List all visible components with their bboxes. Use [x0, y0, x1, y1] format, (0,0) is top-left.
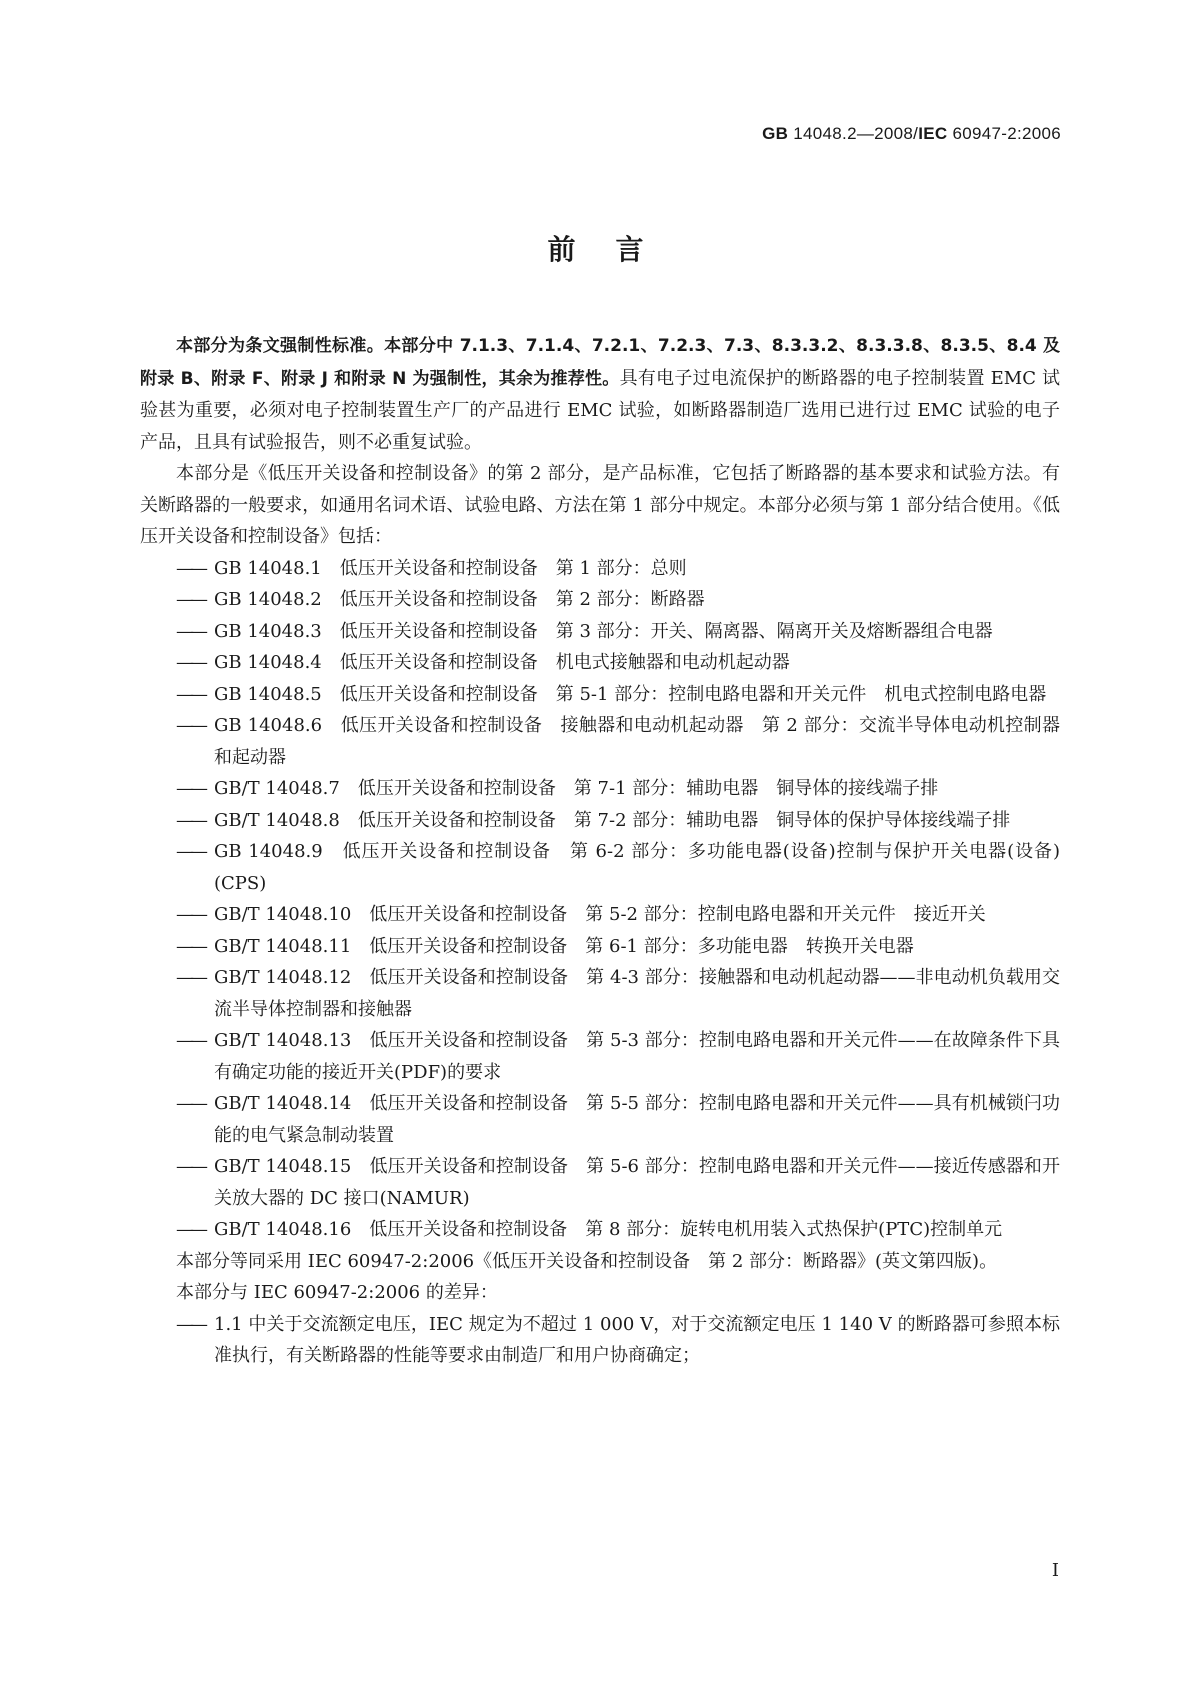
- emc-statement: 具有电子过电流保护的断路器的电子控制装置 EMC 试验甚为重要，必须对电子控制装置生产厂的产品进行 EMC 试验，如断路器制造厂选用已进行过 EMC 试验的电子产品，且具有试验报告，则不必重复试验。: [140, 367, 1060, 453]
- paragraph-adoption: 本部分等同采用 IEC 60947-2:2006《低压开关设备和控制设备 第 2 部分：断路器》(英文第四版)。: [176, 1250, 998, 1272]
- list-item: —— GB/T 14048.8 低压开关设备和控制设备 第 7-2 部分：辅助电器 铜导体的保护导体接线端子排: [140, 805, 1060, 837]
- list-item: —— GB/T 14048.15 低压开关设备和控制设备 第 5-6 部分：控制电路电器和开关元件——接近传感器和开关放大器的 DC 接口(NAMUR): [140, 1151, 1060, 1214]
- paragraph-mandatory: [140, 330, 1060, 458]
- list-item: —— GB/T 14048.14 低压开关设备和控制设备 第 5-5 部分：控制电路电器和开关元件——具有机械锁闩功能的电气紧急制动装置: [140, 1088, 1060, 1151]
- list-item: —— GB 14048.4 低压开关设备和控制设备 机电式接触器和电动机起动器: [140, 647, 1060, 679]
- list-item: —— GB/T 14048.10 低压开关设备和控制设备 第 5-2 部分：控制电路电器和开关元件 接近开关: [140, 899, 1060, 931]
- list-item: —— GB 14048.6 低压开关设备和控制设备 接触器和电动机起动器 第 2 部分：交流半导体电动机控制器和起动器: [140, 710, 1060, 773]
- document-body: [140, 330, 1060, 1372]
- list-item: —— GB 14048.5 低压开关设备和控制设备 第 5-1 部分：控制电路电器和开关元件 机电式控制电路电器: [140, 679, 1060, 711]
- list-item: —— GB 14048.9 低压开关设备和控制设备 第 6-2 部分：多功能电器(设备)控制与保护开关电器(设备)(CPS): [140, 836, 1060, 899]
- paragraph-differences: 本部分与 IEC 60947-2:2006 的差异：: [176, 1282, 498, 1303]
- list-item: —— GB 14048.3 低压开关设备和控制设备 第 3 部分：开关、隔离器、隔离开关及熔断器组合电器: [140, 616, 1060, 648]
- list-item: —— GB/T 14048.11 低压开关设备和控制设备 第 6-1 部分：多功能电器 转换开关电器: [140, 931, 1060, 963]
- standard-header: [762, 124, 1061, 144]
- std-number: 14048.2—2008/: [793, 124, 919, 143]
- page-title: 前言: [547, 233, 684, 266]
- differences-list: [140, 1309, 1060, 1372]
- paragraph-scope: 本部分是《低压开关设备和控制设备》的第 2 部分，是产品标准，它包括了断路器的基本要求和试验方法。有关断路器的一般要求，如通用名词术语、试验电路、方法在第 1 部分中规定。本部分必须与第 1 部分结合使用。《低压开关设备和控制设备》包括：: [140, 463, 1060, 547]
- list-item: —— GB/T 14048.16 低压开关设备和控制设备 第 8 部分：旋转电机用装入式热保护(PTC)控制单元: [140, 1214, 1060, 1246]
- list-item: —— GB 14048.2 低压开关设备和控制设备 第 2 部分：断路器: [140, 584, 1060, 616]
- page-number: I: [1051, 1560, 1059, 1581]
- parts-list: [140, 553, 1060, 1246]
- list-item: —— GB/T 14048.7 低压开关设备和控制设备 第 7-1 部分：辅助电器 铜导体的接线端子排: [140, 773, 1060, 805]
- list-item: —— GB/T 14048.13 低压开关设备和控制设备 第 5-3 部分：控制电路电器和开关元件——在故障条件下具有确定功能的接近开关(PDF)的要求: [140, 1025, 1060, 1088]
- iec-number: 60947-2:2006: [952, 124, 1061, 143]
- mandatory-statement: 本部分为条文强制性标准。本部分中 7.1.3、7.1.4、7.2.1、7.2.3、7.3、8.3.3.2、8.3.3.8、8.3.5、8.4 及附录 B、附录 F、附录 J 和附录 N 为强制性，其余为推荐性。: [140, 336, 1060, 389]
- iec-prefix: IEC: [918, 124, 948, 143]
- list-item: —— GB/T 14048.12 低压开关设备和控制设备 第 4-3 部分：接触器和电动机起动器——非电动机负载用交流半导体控制器和接触器: [140, 962, 1060, 1025]
- list-item: —— GB 14048.1 低压开关设备和控制设备 第 1 部分：总则: [140, 553, 1060, 585]
- list-item: —— 1.1 中关于交流额定电压，IEC 规定为不超过 1 000 V，对于交流额定电压 1 140 V 的断路器可参照本标准执行，有关断路器的性能等要求由制造厂和用户协商确定；: [140, 1309, 1060, 1372]
- std-prefix: GB: [762, 124, 789, 143]
